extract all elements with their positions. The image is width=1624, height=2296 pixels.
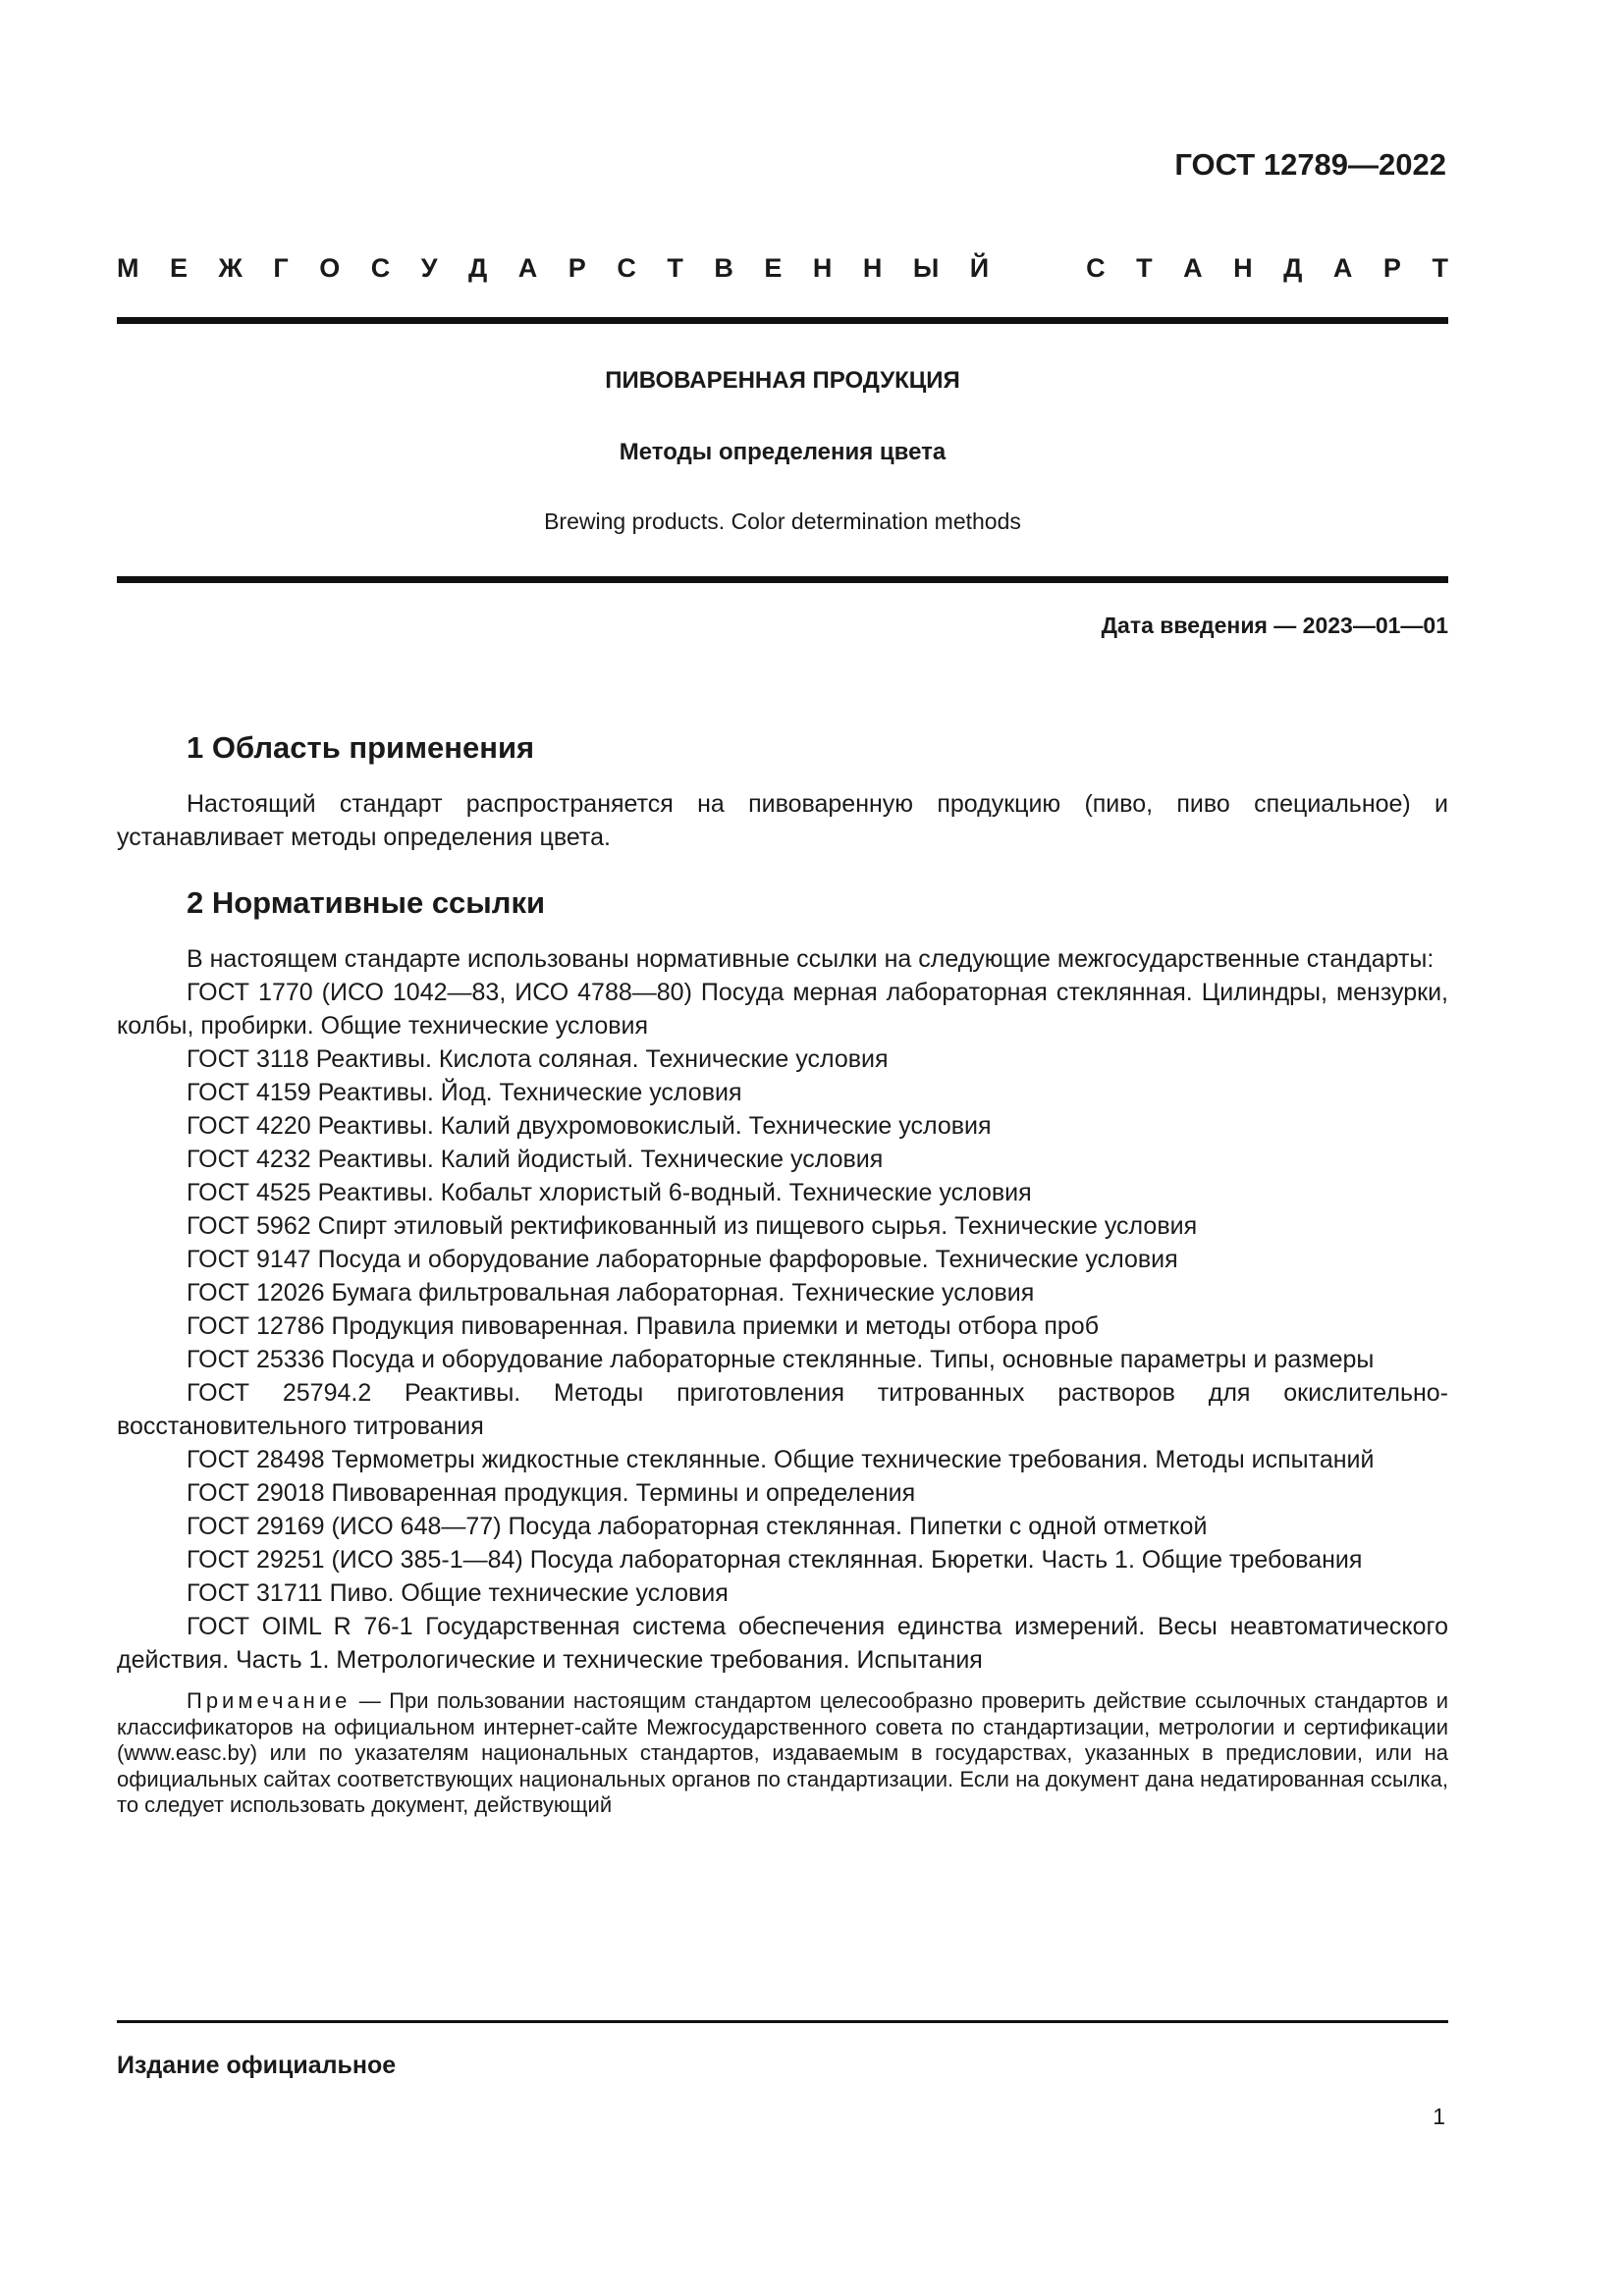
section-heading-references: 2 Нормативные ссылки xyxy=(187,885,546,920)
reference-item: ГОСТ 12026 Бумага фильтровальная лабораторная. Технические условия xyxy=(187,1279,1035,1307)
document-title-english: Brewing products. Color determination methods xyxy=(544,508,1021,534)
note-text: — При пользовании настоящим стандартом целесообразно проверить действие ссылочных стандартов и классификаторов на официальном интернет-сайте Межгосударственного совета по стандартизации, метрологии и сертификации (www.easc.by) или по указателям национальных стандартов, издаваемым в государствах, указанных в предисловии, или на официальных сайтах соответствующих национальных органов по стандартизации. Если на документ дана недатированная ссылка, то следует использовать документ, действующий xyxy=(117,1688,1448,1817)
reference-item: ГОСТ OIML R 76-1 Государственная система обеспечения единства измерений. Весы неавтоматического действия. Часть 1. Метрологические и технические требования. Испытания xyxy=(117,1613,1448,1674)
heading-letter: Т xyxy=(667,253,683,283)
heading-letter: Ж xyxy=(218,253,243,283)
section-gap xyxy=(117,854,1448,881)
heading-letter: В xyxy=(714,253,733,283)
heading-letter: Е xyxy=(764,253,783,283)
heading-letter: Н xyxy=(1233,253,1253,283)
heading-letter: Й xyxy=(969,253,990,283)
heading-letter: Р xyxy=(1382,253,1401,283)
reference-item: ГОСТ 4220 Реактивы. Калий двухромовокислый. Технические условия xyxy=(187,1112,992,1140)
heading-letter: Е xyxy=(170,253,189,283)
reference-item: ГОСТ 25336 Посуда и оборудование лабораторные стеклянные. Типы, основные параметры и размеры xyxy=(187,1346,1375,1373)
note-label: Примечание xyxy=(187,1688,352,1713)
reference-item: ГОСТ 29018 Пивоваренная продукция. Термины и определения xyxy=(187,1479,916,1507)
heading-letter: У xyxy=(420,253,438,283)
page-number: 1 xyxy=(1433,2104,1445,2129)
note-paragraph xyxy=(117,1688,1448,1819)
header-rule-top xyxy=(117,317,1448,324)
heading-letter: С xyxy=(370,253,391,283)
heading-letter: М xyxy=(117,253,139,283)
header-rule-bottom xyxy=(117,576,1448,583)
heading-letter: Г xyxy=(273,253,289,283)
reference-item: ГОСТ 12786 Продукция пивоваренная. Правила приемки и методы отбора проб xyxy=(187,1312,1100,1340)
reference-item: ГОСТ 28498 Термометры жидкостные стеклянные. Общие технические требования. Методы испытаний xyxy=(187,1446,1375,1473)
reference-list xyxy=(117,976,1448,1677)
heading-letter: А xyxy=(1332,253,1353,283)
heading-letter: Д xyxy=(468,253,488,283)
reference-item: ГОСТ 3118 Реактивы. Кислота соляная. Технические условия xyxy=(187,1045,889,1073)
references-intro: В настоящем стандарте использованы нормативные ссылки на следующие межгосударственные стандарты: xyxy=(187,945,1435,973)
reference-item: ГОСТ 31711 Пиво. Общие технические условия xyxy=(187,1579,729,1607)
heading-letter: Н xyxy=(862,253,883,283)
reference-item: ГОСТ 25794.2 Реактивы. Методы приготовления титрованных растворов для окислительно-восстановительного титрования xyxy=(117,1379,1448,1440)
reference-item: ГОСТ 9147 Посуда и оборудование лабораторные фарфоровые. Технические условия xyxy=(187,1246,1178,1273)
official-edition-label: Издание официальное xyxy=(117,2052,397,2079)
footer-rule xyxy=(117,2020,1448,2023)
reference-item: ГОСТ 29251 (ИСО 385-1—84) Посуда лабораторная стеклянная. Бюретки. Часть 1. Общие требования xyxy=(187,1546,1363,1574)
document-title: ПИВОВАРЕННАЯ ПРОДУКЦИЯ xyxy=(605,367,960,394)
scope-paragraph: Настоящий стандарт распространяется на пивоваренную продукцию (пиво, пиво специальное) и устанавливает методы определения цвета. xyxy=(117,790,1448,851)
reference-item: ГОСТ 1770 (ИСО 1042—83, ИСО 4788—80) Посуда мерная лабораторная стеклянная. Цилиндры, мензурки, колбы, пробирки. Общие технические условия xyxy=(117,979,1448,1040)
heading-letter: С xyxy=(1086,253,1106,283)
heading-letter: Р xyxy=(568,253,586,283)
reference-item: ГОСТ 5962 Спирт этиловый ректификованный из пищевого сырья. Технические условия xyxy=(187,1212,1198,1240)
heading-letter: А xyxy=(517,253,538,283)
introduction-date: Дата введения — 2023—01—01 xyxy=(1101,613,1448,638)
document-body xyxy=(117,726,1448,1819)
heading-letter: Т xyxy=(1136,253,1153,283)
reference-item: ГОСТ 4159 Реактивы. Йод. Технические условия xyxy=(187,1079,742,1106)
interstate-standard-heading xyxy=(117,253,1448,284)
heading-letter: А xyxy=(1183,253,1203,283)
reference-item: ГОСТ 29169 (ИСО 648—77) Посуда лабораторная стеклянная. Пипетки с одной отметкой xyxy=(187,1513,1208,1540)
document-number: ГОСТ 12789—2022 xyxy=(1174,147,1446,182)
heading-letter: Д xyxy=(1283,253,1303,283)
heading-letter: Н xyxy=(812,253,833,283)
word-gap xyxy=(1020,253,1056,284)
heading-letter: С xyxy=(617,253,636,283)
reference-item: ГОСТ 4232 Реактивы. Калий йодистый. Технические условия xyxy=(187,1146,884,1173)
section-heading-scope: 1 Область применения xyxy=(187,730,535,765)
reference-item: ГОСТ 4525 Реактивы. Кобальт хлористый 6-водный. Технические условия xyxy=(187,1179,1032,1206)
heading-letter: О xyxy=(319,253,341,283)
heading-letter: Ы xyxy=(912,253,940,283)
document-subtitle: Методы определения цвета xyxy=(619,439,947,465)
heading-letter: Т xyxy=(1432,253,1448,283)
